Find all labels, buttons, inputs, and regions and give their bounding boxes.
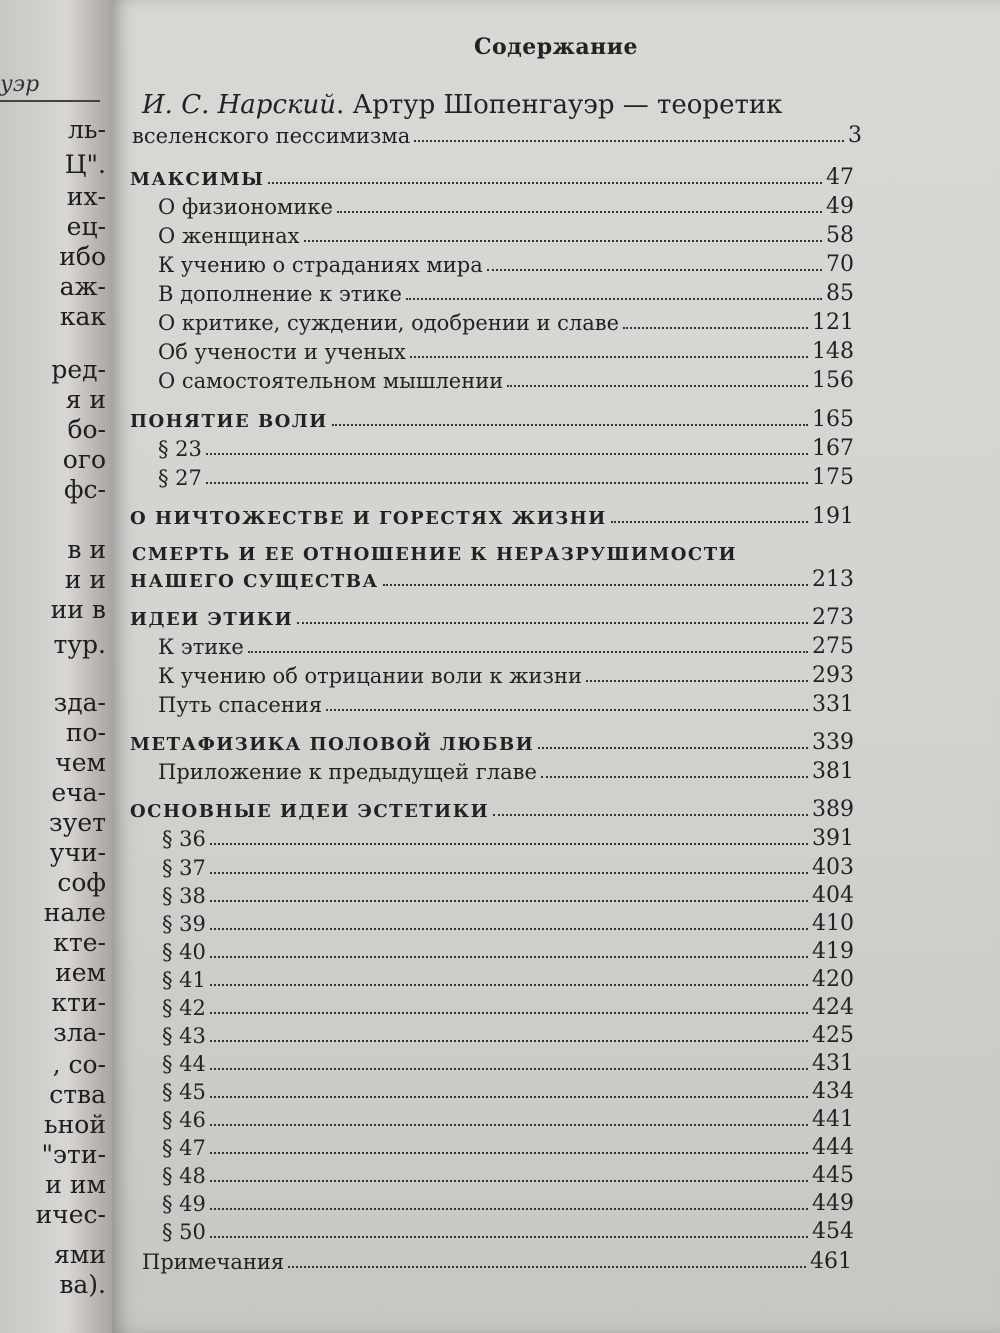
intro-entry [132,118,862,148]
left-page-line: ва). [59,1270,106,1299]
left-page-line: ого [62,445,106,474]
left-page-line: , со- [52,1050,106,1079]
toc-entry [158,276,854,306]
toc-entry-page: 391 [812,826,854,851]
toc-entry-page: 49 [826,194,854,219]
toc-entry-label: Приложение к предыдущей главе [158,760,537,784]
leader-dots [623,327,808,329]
toc-entry-label: Примечания [142,1250,285,1274]
toc-entry-label: § 23 [158,437,202,461]
leader-dots [210,1012,808,1014]
toc-entry-label: § 40 [162,940,206,964]
toc-entry [158,460,854,490]
left-page-line: чем [55,748,106,777]
leader-dots [487,269,822,271]
toc-entry [162,850,854,880]
leader-dots [210,1180,808,1182]
toc-entry-label: § 48 [162,1164,206,1188]
leader-dots [210,900,808,902]
left-page-line: их- [66,182,106,211]
toc-entry-label: § 27 [158,466,202,490]
toc-entry-label: О критике, суждении, одобрении и славе [158,311,620,335]
contents-page [112,0,1000,1333]
toc-entry-page: 175 [812,465,854,490]
toc-entry [158,754,854,784]
toc-entry-page: 58 [826,223,854,248]
leader-dots [210,1124,808,1126]
toc-section-entry [130,562,854,592]
leader-dots [538,747,808,749]
toc-entry-page: 424 [812,995,854,1020]
toc-entry-page: 156 [812,368,854,393]
toc-entry-page: 70 [826,252,854,277]
leader-dots [210,843,808,845]
leader-dots [210,1236,808,1238]
toc-entry [162,990,854,1020]
leader-dots [210,1208,808,1210]
toc-entry [162,1074,854,1104]
intro-author: И. С. Нарский [142,90,337,120]
intro-entry-title [142,90,842,120]
toc-entry [162,878,854,908]
leader-dots [210,928,808,930]
left-page-line: соф [57,868,106,897]
toc-entry-page: 445 [812,1163,854,1188]
toc-entry-label: § 44 [162,1052,206,1076]
left-page-line: и им [45,1170,106,1199]
toc-entry [158,334,854,364]
toc-entry-label: ИДЕИ ЭТИКИ [130,609,294,630]
left-page-line: ии в [50,595,106,624]
toc-entry [158,431,854,461]
toc-entry-label: § 46 [162,1108,206,1132]
toc-entry-page: 434 [812,1079,854,1104]
toc-entry-page: 410 [812,911,854,936]
toc-entry-page: 444 [812,1135,854,1160]
toc-entry-label: О самостоятельном мышлении [158,369,504,393]
left-page-line: ства [49,1080,106,1109]
toc-entry-page: 403 [812,855,854,880]
toc-entry-label: ПОНЯТИЕ ВОЛИ [130,411,328,432]
left-page-line: тур. [53,630,106,659]
leader-dots [210,872,808,874]
leader-dots [410,356,808,358]
left-page-line: еча- [51,778,106,807]
toc-entry-page: 165 [812,407,854,432]
toc-entry-label: § 47 [162,1136,206,1160]
left-page-line: Ц". [64,150,106,179]
leader-dots [297,622,808,624]
toc-section-entry [130,792,854,822]
toc-entry-page: 431 [812,1051,854,1076]
left-page-line: ктe- [53,928,106,957]
left-page-line: ль- [68,115,106,144]
toc-entry-label: § 39 [162,912,206,936]
leader-dots [304,240,822,242]
left-page-rule [0,100,100,102]
left-page-line: в и [67,535,106,564]
toc-entry-page: 389 [812,797,854,822]
leader-dots [206,453,808,455]
toc-entry-label: НАШЕГО СУЩЕСТВА [130,571,379,592]
toc-entry-page: 85 [826,281,854,306]
toc-entry-page: 121 [812,310,854,335]
left-page-line: ьной [44,1110,106,1139]
leader-dots [507,385,808,387]
toc-entry-label: МАКСИМЫ [130,169,265,190]
left-page-line: как [59,302,106,331]
toc-entry-label: § 36 [162,827,206,851]
toc-entry-label: ОСНОВНЫЕ ИДЕИ ЭСТЕТИКИ [130,801,490,822]
toc-entry [162,1018,854,1048]
toc-entry [158,687,854,717]
leader-dots [332,424,808,426]
toc-entry [158,363,854,393]
toc-section-entry [130,499,854,529]
leader-dots [210,984,808,986]
toc-entry [158,247,854,277]
toc-entry [142,1244,852,1274]
page-title: Содержание [473,34,639,60]
left-page-line: зует [49,808,106,837]
left-page-line: ибо [59,242,106,271]
toc-entry [162,1102,854,1132]
toc-entry-page: 148 [812,339,854,364]
toc-entry-label: § 37 [162,856,206,880]
toc-entry-label: О женщинах [158,224,300,248]
toc-entry-page: 419 [812,939,854,964]
toc-section-entry [130,600,854,630]
intro-page: 3 [848,123,862,148]
leader-dots [406,298,822,300]
left-page-line: учи- [49,838,106,867]
leader-dots [493,814,808,816]
toc-section-entry [130,160,854,190]
leader-dots [210,1068,808,1070]
intro-title-line2: вселенского пессимизма [132,124,411,148]
toc-entry-page: 404 [812,883,854,908]
toc-entry [162,1214,854,1244]
left-page-line: ичес- [35,1200,106,1229]
toc-entry-label: § 42 [162,996,206,1020]
toc-entry-label: В дополнение к этике [158,282,402,306]
left-page-line: бо- [67,415,106,444]
left-page-header: уэр [0,72,40,97]
toc-entry-page: 420 [812,967,854,992]
toc-entry-label: Путь спасения [158,693,323,717]
left-page-line: ец- [66,212,106,241]
toc-entry-page: 213 [812,567,854,592]
left-page-line: я и [65,385,106,414]
toc-entry-page: 167 [812,436,854,461]
toc-entry-label: О физиономике [158,195,333,219]
toc-entry-page: 339 [812,730,854,755]
toc-entry-page: 425 [812,1023,854,1048]
left-page-line: и и [64,565,106,594]
left-page-line: "эти- [41,1140,106,1169]
leader-dots [541,776,808,778]
toc-entry [162,906,854,936]
toc-entry-label: О НИЧТОЖЕСТВЕ И ГОРЕСТЯХ ЖИЗНИ [130,508,607,529]
intro-title-line1: . Артур Шопенгауэр — теоретик [336,90,783,120]
left-page-line: зда- [53,688,106,717]
toc-entry-page: 47 [826,165,854,190]
toc-entry [162,1130,854,1160]
toc-entry [158,305,854,335]
toc-entry-page: 331 [812,692,854,717]
toc-section-heading: СМЕРТЬ И ЕЕ ОТНОШЕНИЕ К НЕРАЗРУШИМОСТИ [132,544,738,565]
toc-entry [158,629,854,659]
toc-entry [162,934,854,964]
toc-entry-label: § 45 [162,1080,206,1104]
toc-entry-page: 275 [812,634,854,659]
toc-entry-label: § 43 [162,1024,206,1048]
toc-entry [162,1046,854,1076]
leader-dots [383,584,808,586]
toc-entry-page: 441 [812,1107,854,1132]
toc-entry [162,1158,854,1188]
leader-dots [210,1040,808,1042]
toc-entry-label: К учению об отрицании воли к жизни [158,664,582,688]
toc-entry-page: 381 [812,759,854,784]
toc-section-entry [130,725,854,755]
toc-entry [162,1186,854,1216]
toc-entry [162,962,854,992]
toc-entry-page: 454 [812,1219,854,1244]
toc-entry-label: § 49 [162,1192,206,1216]
left-page-line: аж- [59,272,106,301]
leader-dots [248,651,808,653]
toc-entry [158,658,854,688]
toc-section-entry [130,402,854,432]
leader-dots [268,182,822,184]
toc-entry [158,189,854,219]
left-page-line: нале [43,898,106,927]
leader-dots [586,680,808,682]
left-page-line: кти- [51,988,106,1017]
leader-dots [210,1152,808,1154]
leader-dots [611,521,808,523]
toc-entry-page: 449 [812,1191,854,1216]
toc-entry-page: 461 [810,1249,852,1274]
toc-entry-page: 293 [812,663,854,688]
toc-entry [162,821,854,851]
toc-entry-page: 273 [812,605,854,630]
leader-dots [288,1266,806,1268]
toc-entry-label: Об учености и ученых [158,340,406,364]
leader-dots [206,482,808,484]
toc-entry-label: § 50 [162,1220,206,1244]
left-page-line: по- [65,718,106,747]
left-page-line: ием [55,958,106,987]
toc-entry-label: К учению о страданиях мира [158,253,483,277]
left-page-line: зла- [53,1018,106,1047]
left-page-line: ями [54,1240,106,1269]
leader-dots [210,956,808,958]
toc-entry-label: К этике [158,635,244,659]
leader-dots [326,709,808,711]
left-facing-page [0,0,112,1333]
leader-dots [337,211,822,213]
left-page-line: ред- [51,355,106,384]
toc-entry-label: § 38 [162,884,206,908]
toc-entry-page: 191 [812,504,854,529]
left-page-line: фс- [63,475,106,504]
leader-dots [210,1096,808,1098]
toc-entry-label: § 41 [162,968,206,992]
leader-dots [414,140,844,142]
toc-entry [158,218,854,248]
toc-entry-label: МЕТАФИЗИКА ПОЛОВОЙ ЛЮБВИ [130,734,535,755]
